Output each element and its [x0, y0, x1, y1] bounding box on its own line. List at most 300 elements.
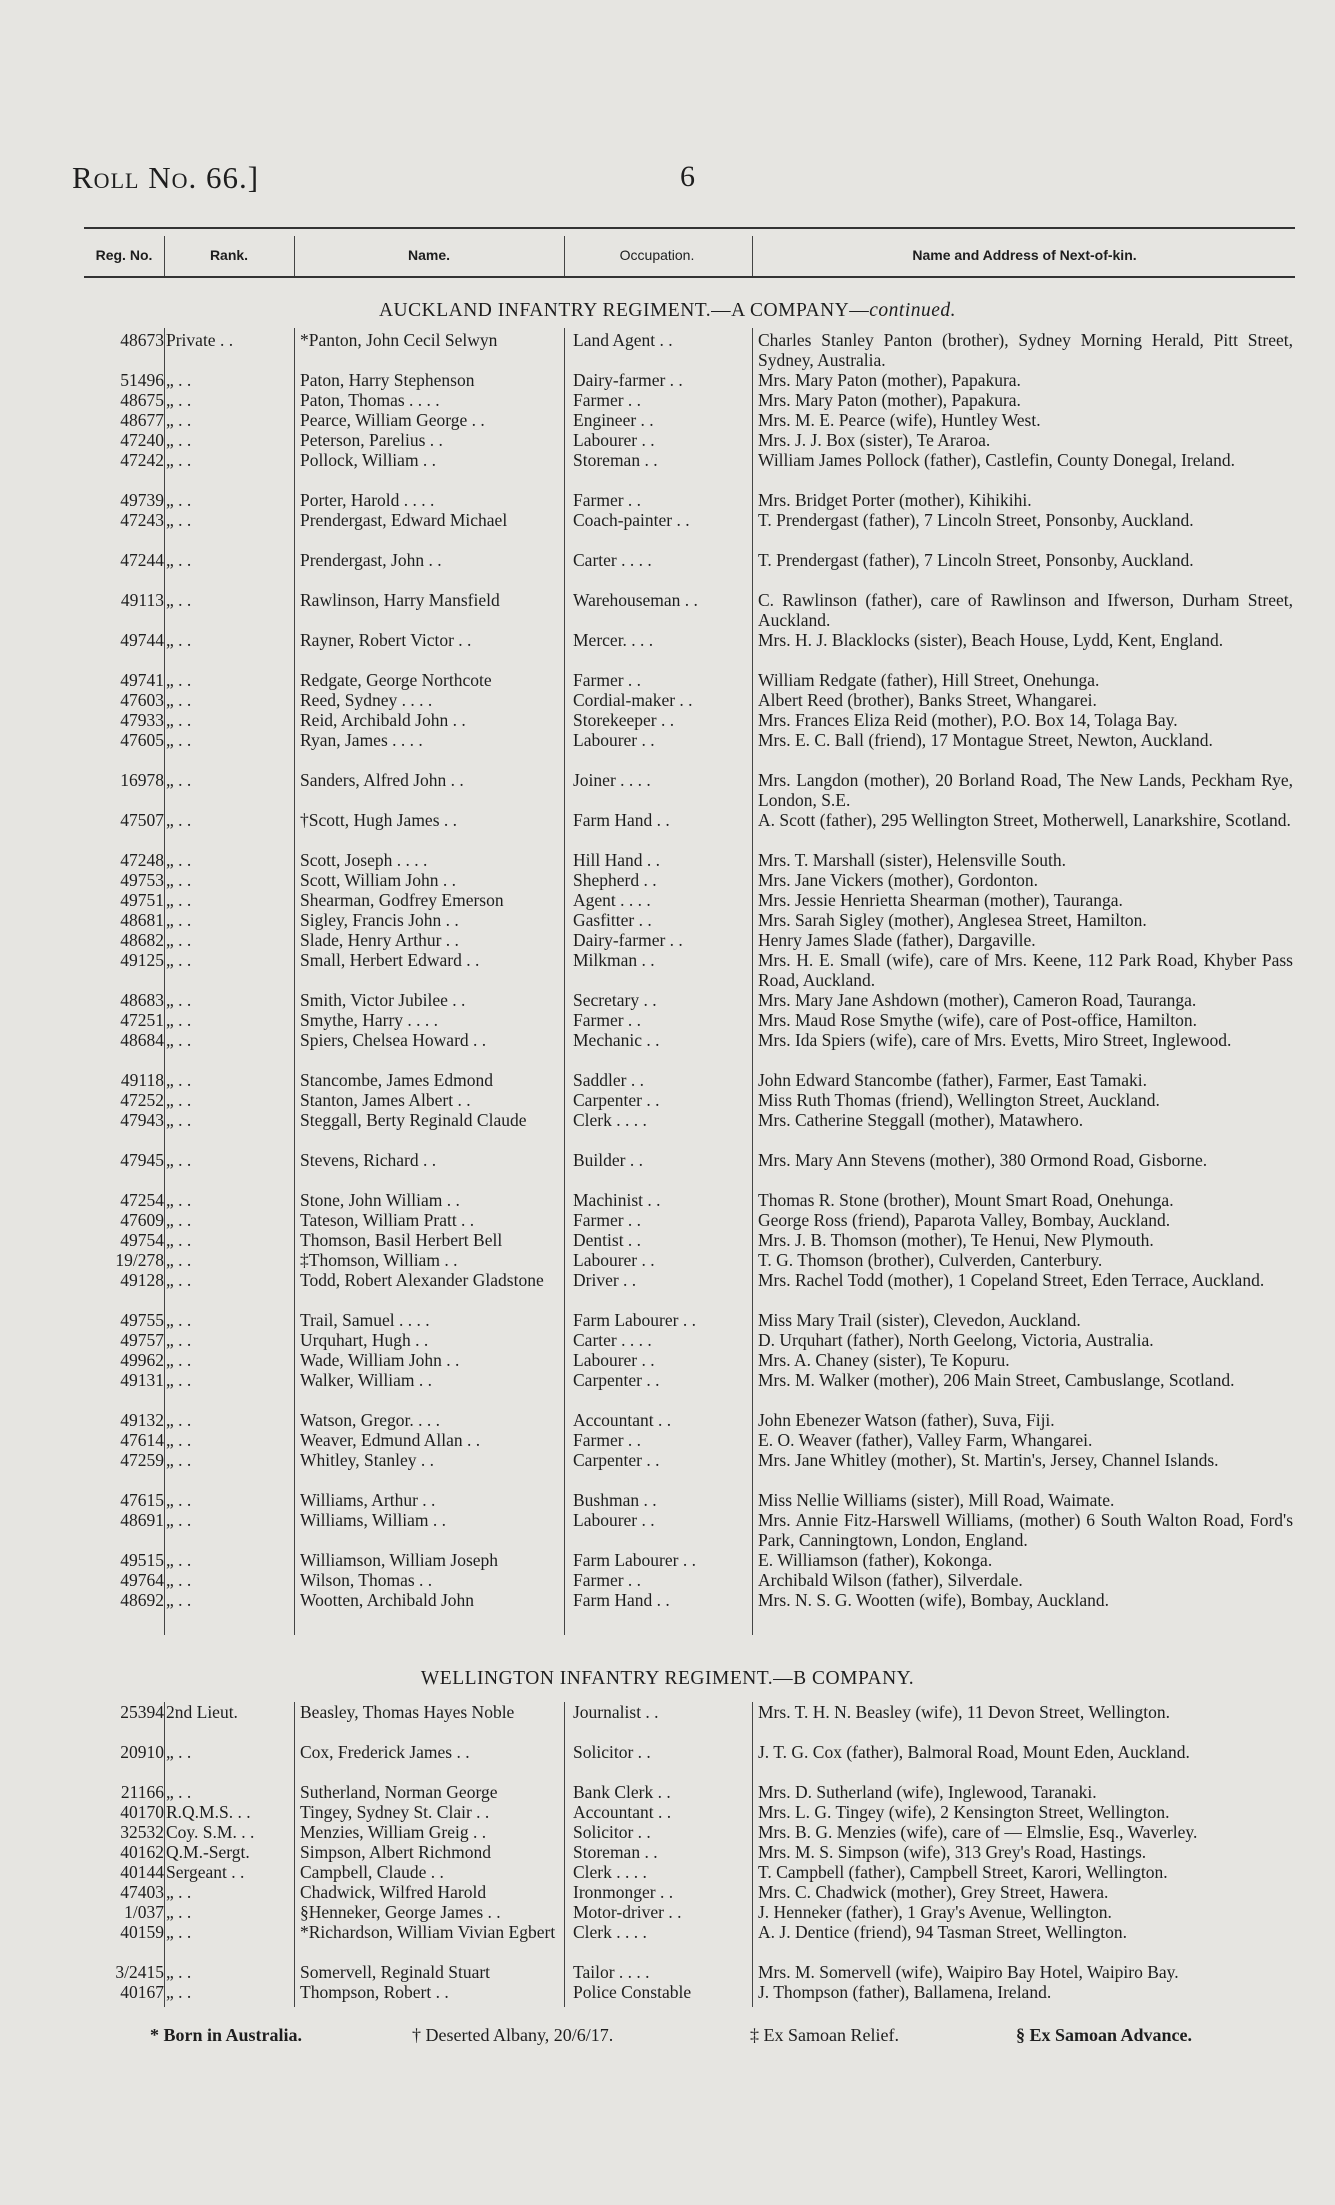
reg-no: 49757 — [120, 1330, 164, 1350]
soldier-name: †Scott, Hugh James . . — [300, 810, 458, 830]
soldier-name: Thomson, Basil Herbert Bell — [300, 1230, 503, 1250]
table-row — [0, 1842, 1335, 1862]
soldier-name: Spiers, Chelsea Howard . . — [300, 1030, 487, 1050]
occupation: Accountant . . — [573, 1802, 672, 1822]
occupation: Saddler . . — [573, 1070, 644, 1090]
reg-no: 49118 — [120, 1070, 164, 1090]
occupation: Secretary . . — [573, 990, 657, 1010]
next-of-kin: Mrs. Catherine Steggall (mother), Matawhero. — [758, 1110, 1084, 1130]
occupation: Gasfitter . . — [573, 910, 652, 930]
soldier-name: Prendergast, John . . — [300, 550, 442, 570]
next-of-kin: A. Scott (father), 295 Wellington Street, Motherwell, Lanarkshire, Scotland. — [758, 810, 1291, 830]
occupation: Journalist . . — [573, 1702, 659, 1722]
occupation: Bank Clerk . . — [573, 1782, 671, 1802]
reg-no: 49754 — [120, 1230, 164, 1250]
table-row — [0, 1430, 1335, 1450]
reg-no: 47603 — [120, 690, 164, 710]
rank: „ . . — [166, 1570, 192, 1590]
table-row — [0, 690, 1335, 710]
table-row — [0, 1370, 1335, 1410]
occupation: Warehouseman . . — [573, 590, 698, 610]
occupation: Coach-painter . . — [573, 510, 690, 530]
table-row — [0, 450, 1335, 490]
next-of-kin: D. Urquhart (father), North Geelong, Victoria, Australia. — [758, 1330, 1154, 1350]
reg-no: 49125 — [120, 950, 164, 970]
column-header-reg-no: Reg. No. — [95, 247, 153, 263]
rank: „ . . — [166, 1310, 192, 1330]
rank: „ . . — [166, 1210, 192, 1230]
occupation: Labourer . . — [573, 730, 655, 750]
soldier-name: Wade, William John . . — [300, 1350, 460, 1370]
soldier-name: Cox, Frederick James . . — [300, 1742, 470, 1762]
rank: „ . . — [166, 1590, 192, 1610]
occupation: Milkman . . — [573, 950, 655, 970]
next-of-kin: T. G. Thomson (brother), Culverden, Canterbury. — [758, 1250, 1103, 1270]
occupation: Ironmonger . . — [573, 1882, 674, 1902]
reg-no: 40144 — [120, 1862, 164, 1882]
reg-no: 47605 — [120, 730, 164, 750]
rank: „ . . — [166, 1882, 192, 1902]
reg-no: 49132 — [120, 1410, 164, 1430]
table-row — [0, 490, 1335, 510]
table-row — [0, 910, 1335, 930]
next-of-kin: Mrs. Mary Paton (mother), Papakura. — [758, 390, 1021, 410]
rank: „ . . — [166, 430, 192, 450]
next-of-kin: Mrs. B. G. Menzies (wife), care of — Elmslie, Esq., Waverley. — [758, 1822, 1198, 1842]
rank: „ . . — [166, 1550, 192, 1570]
rank: „ . . — [166, 990, 192, 1010]
rank: „ . . — [166, 1330, 192, 1350]
table-row — [0, 1150, 1335, 1190]
next-of-kin: Mrs. N. S. G. Wootten (wife), Bombay, Auckland. — [758, 1590, 1109, 1610]
next-of-kin: Mrs. M. Walker (mother), 206 Main Street, Cambuslange, Scotland. — [758, 1370, 1235, 1390]
footnote-born-australia: * Born in Australia. — [150, 2025, 303, 2045]
rank: „ . . — [166, 710, 192, 730]
section-title-continued: continued. — [869, 300, 957, 321]
occupation: Labourer . . — [573, 1350, 655, 1370]
reg-no: 21166 — [120, 1782, 164, 1802]
occupation: Mechanic . . — [573, 1030, 660, 1050]
rank: „ . . — [166, 910, 192, 930]
reg-no: 40159 — [120, 1922, 164, 1942]
occupation: Builder . . — [573, 1150, 643, 1170]
next-of-kin: John Edward Stancombe (father), Farmer, East Tamaki. — [758, 1070, 1147, 1090]
reg-no: 25394 — [120, 1702, 164, 1722]
rank: „ . . — [166, 390, 192, 410]
next-of-kin: Mrs. Jessie Henrietta Shearman (mother), Tauranga. — [758, 890, 1123, 910]
rank: „ . . — [166, 870, 192, 890]
table-row — [0, 850, 1335, 870]
reg-no: 47248 — [120, 850, 164, 870]
occupation: Accountant . . — [573, 1410, 672, 1430]
next-of-kin: Mrs. M. S. Simpson (wife), 313 Grey's Road, Hastings. — [758, 1842, 1147, 1862]
header-rule-top — [84, 227, 1295, 229]
soldier-name: Reed, Sydney . . . . — [300, 690, 433, 710]
soldier-name: Urquhart, Hugh . . — [300, 1330, 429, 1350]
table-row — [0, 1010, 1335, 1030]
rank: „ . . — [166, 490, 192, 510]
section-title-wellington — [0, 1668, 1335, 1690]
next-of-kin: Miss Mary Trail (sister), Clevedon, Auckland. — [758, 1310, 1081, 1330]
soldier-name: Campbell, Claude . . — [300, 1862, 444, 1882]
soldier-name: Porter, Harold . . . . — [300, 490, 435, 510]
table-row — [0, 1190, 1335, 1210]
table-row — [0, 1330, 1335, 1350]
occupation: Carter . . . . — [573, 1330, 652, 1350]
soldier-name: Wilson, Thomas . . — [300, 1570, 433, 1590]
table-row — [0, 430, 1335, 450]
next-of-kin: Miss Nellie Williams (sister), Mill Road, Waimate. — [758, 1490, 1115, 1510]
reg-no: 49764 — [120, 1570, 164, 1590]
rank: „ . . — [166, 950, 192, 970]
table-row — [0, 1802, 1335, 1822]
reg-no: 19/278 — [115, 1250, 164, 1270]
reg-no: 48675 — [120, 390, 164, 410]
soldier-name: Ryan, James . . . . — [300, 730, 423, 750]
table-row — [0, 1450, 1335, 1490]
section-title-auckland — [0, 300, 1335, 322]
occupation: Shepherd . . — [573, 870, 657, 890]
occupation: Motor-driver . . — [573, 1902, 682, 1922]
rank: „ . . — [166, 1150, 192, 1170]
rank: „ . . — [166, 1190, 192, 1210]
reg-no: 16978 — [120, 770, 164, 790]
rank: „ . . — [166, 1922, 192, 1942]
reg-no: 47507 — [120, 810, 164, 830]
rank: „ . . — [166, 1962, 192, 1982]
next-of-kin: Archibald Wilson (father), Silverdale. — [758, 1570, 1023, 1590]
table-row — [0, 510, 1335, 550]
soldier-name: Beasley, Thomas Hayes Noble — [300, 1702, 515, 1722]
reg-no: 49751 — [120, 890, 164, 910]
next-of-kin: Miss Ruth Thomas (friend), Wellington Street, Auckland. — [758, 1090, 1160, 1110]
soldier-name: Prendergast, Edward Michael — [300, 510, 508, 530]
footnote-samoan-advance: § Ex Samoan Advance. — [1016, 2025, 1193, 2045]
soldier-name: Rayner, Robert Victor . . — [300, 630, 472, 650]
rank: „ . . — [166, 1250, 192, 1270]
table-row — [0, 1782, 1335, 1802]
section-title-text: AUCKLAND INFANTRY REGIMENT.—A COMPANY— — [378, 300, 870, 321]
rank: „ . . — [166, 1090, 192, 1110]
reg-no: 47609 — [120, 1210, 164, 1230]
table-row — [0, 1270, 1335, 1310]
next-of-kin: A. J. Dentice (friend), 94 Tasman Street, Wellington. — [758, 1922, 1127, 1942]
rank: „ . . — [166, 670, 192, 690]
reg-no: 49113 — [120, 590, 164, 610]
soldier-name: Stevens, Richard . . — [300, 1150, 437, 1170]
table-row — [0, 1350, 1335, 1370]
next-of-kin: Charles Stanley Panton (brother), Sydney Morning Herald, Pitt Street, Sydney, Australia. — [758, 330, 1293, 370]
rank: „ . . — [166, 1742, 192, 1762]
reg-no: 47244 — [120, 550, 164, 570]
soldier-name: Stancombe, James Edmond — [300, 1070, 493, 1090]
soldier-name: Scott, Joseph . . . . — [300, 850, 428, 870]
rank: Private . . — [166, 330, 234, 350]
occupation: Dentist . . — [573, 1230, 642, 1250]
occupation: Labourer . . — [573, 1250, 655, 1270]
rank: „ . . — [166, 1370, 192, 1390]
soldier-name: Redgate, George Northcote — [300, 670, 492, 690]
next-of-kin: Mrs. Jane Whitley (mother), St. Martin's, Jersey, Channel Islands. — [758, 1450, 1219, 1470]
soldier-name: Chadwick, Wilfred Harold — [300, 1882, 487, 1902]
next-of-kin: Mrs. Mary Paton (mother), Papakura. — [758, 370, 1021, 390]
next-of-kin: T. Prendergast (father), 7 Lincoln Street, Ponsonby, Auckland. — [758, 510, 1194, 530]
rank: „ . . — [166, 450, 192, 470]
soldier-name: Scott, William John . . — [300, 870, 456, 890]
table-row — [0, 410, 1335, 430]
occupation: Farmer . . — [573, 1570, 642, 1590]
occupation: Tailor . . . . — [573, 1962, 650, 1982]
rank: R.Q.M.S. . . — [166, 1802, 251, 1822]
reg-no: 48691 — [120, 1510, 164, 1530]
column-divider — [164, 236, 165, 276]
soldier-name: Pollock, William . . — [300, 450, 437, 470]
rank: Coy. S.M. . . — [166, 1822, 255, 1842]
reg-no: 49515 — [120, 1550, 164, 1570]
occupation: Farmer . . — [573, 1210, 642, 1230]
rank: „ . . — [166, 1350, 192, 1370]
soldier-name: Paton, Thomas . . . . — [300, 390, 440, 410]
table-row — [0, 1230, 1335, 1250]
soldier-name: Sanders, Alfred John . . — [300, 770, 464, 790]
reg-no: 48684 — [120, 1030, 164, 1050]
rank: „ . . — [166, 810, 192, 830]
next-of-kin: Mrs. T. H. N. Beasley (wife), 11 Devon Street, Wellington. — [758, 1702, 1171, 1722]
table-row — [0, 1210, 1335, 1230]
occupation: Farmer . . — [573, 1010, 642, 1030]
reg-no: 47943 — [120, 1110, 164, 1130]
reg-no: 49753 — [120, 870, 164, 890]
soldier-name: ‡Thomson, William . . — [300, 1250, 458, 1270]
rank: „ . . — [166, 1410, 192, 1430]
table-row — [0, 1030, 1335, 1070]
occupation: Land Agent . . — [573, 330, 673, 350]
reg-no: 47243 — [120, 510, 164, 530]
occupation: Storeman . . — [573, 1842, 658, 1862]
wellington-rows — [0, 1702, 1335, 2002]
reg-no: 47259 — [120, 1450, 164, 1470]
soldier-name: Todd, Robert Alexander Gladstone — [300, 1270, 544, 1290]
reg-no: 47242 — [120, 450, 164, 470]
rank: „ . . — [166, 730, 192, 750]
table-row — [0, 550, 1335, 590]
next-of-kin: Mrs. D. Sutherland (wife), Inglewood, Taranaki. — [758, 1782, 1097, 1802]
occupation: Police Constable — [573, 1982, 692, 2002]
table-row — [0, 1490, 1335, 1510]
soldier-name: Walker, William . . — [300, 1370, 432, 1390]
soldier-name: Rawlinson, Harry Mansfield — [300, 590, 500, 610]
table-row — [0, 670, 1335, 690]
next-of-kin: George Ross (friend), Paparota Valley, Bombay, Auckland. — [758, 1210, 1171, 1230]
occupation: Farm Labourer . . — [573, 1550, 696, 1570]
soldier-name: Slade, Henry Arthur . . — [300, 930, 459, 950]
occupation: Carpenter . . — [573, 1450, 660, 1470]
section-title-text: WELLINGTON INFANTRY REGIMENT.—B COMPANY. — [420, 1668, 915, 1689]
next-of-kin: Mrs. C. Chadwick (mother), Grey Street, Hawera. — [758, 1882, 1109, 1902]
soldier-name: Wootten, Archibald John — [300, 1590, 475, 1610]
table-row — [0, 590, 1335, 630]
next-of-kin: Mrs. Mary Jane Ashdown (mother), Cameron Road, Tauranga. — [758, 990, 1197, 1010]
reg-no: 49744 — [120, 630, 164, 650]
occupation: Clerk . . . . — [573, 1110, 647, 1130]
next-of-kin: E. Williamson (father), Kokonga. — [758, 1550, 993, 1570]
column-header-name: Name. — [407, 247, 451, 263]
soldier-name: Thompson, Robert . . — [300, 1982, 449, 2002]
table-row — [0, 1962, 1335, 1982]
next-of-kin: E. O. Weaver (father), Valley Farm, Whangarei. — [758, 1430, 1093, 1450]
reg-no: 48673 — [120, 330, 164, 350]
rank: „ . . — [166, 1030, 192, 1050]
rank: „ . . — [166, 890, 192, 910]
soldier-name: Stanton, James Albert . . — [300, 1090, 471, 1110]
table-row — [0, 890, 1335, 910]
rank: Q.M.-Sergt. — [166, 1842, 250, 1862]
footnote-deserted: † Deserted Albany, 20/6/17. — [412, 2025, 614, 2045]
soldier-name: Weaver, Edmund Allan . . — [300, 1430, 481, 1450]
rank: „ . . — [166, 850, 192, 870]
rank: „ . . — [166, 690, 192, 710]
next-of-kin: Mrs. Bridget Porter (mother), Kihikihi. — [758, 490, 1032, 510]
table-row — [0, 1250, 1335, 1270]
reg-no: 49131 — [120, 1370, 164, 1390]
reg-no: 47614 — [120, 1430, 164, 1450]
rank: „ . . — [166, 1430, 192, 1450]
soldier-name: Whitley, Stanley . . — [300, 1450, 434, 1470]
table-row — [0, 1550, 1335, 1570]
table-row — [0, 810, 1335, 850]
table-row — [0, 630, 1335, 670]
rank: „ . . — [166, 630, 192, 650]
next-of-kin: Mrs. J. J. Box (sister), Te Araroa. — [758, 430, 991, 450]
reg-no: 47933 — [120, 710, 164, 730]
reg-no: 3/2415 — [115, 1962, 164, 1982]
occupation: Clerk . . . . — [573, 1862, 647, 1882]
next-of-kin: Mrs. Rachel Todd (mother), 1 Copeland Street, Eden Terrace, Auckland. — [758, 1270, 1265, 1290]
rank: „ . . — [166, 550, 192, 570]
soldier-name: Stone, John William . . — [300, 1190, 460, 1210]
soldier-name: Peterson, Parelius . . — [300, 430, 443, 450]
rank: „ . . — [166, 410, 192, 430]
soldier-name: Paton, Harry Stephenson — [300, 370, 475, 390]
next-of-kin: Mrs. L. G. Tingey (wife), 2 Kensington Street, Wellington. — [758, 1802, 1170, 1822]
occupation: Farmer . . — [573, 670, 642, 690]
occupation: Cordial-maker . . — [573, 690, 693, 710]
table-row — [0, 710, 1335, 730]
soldier-name: Menzies, William Greig . . — [300, 1822, 487, 1842]
occupation: Labourer . . — [573, 1510, 655, 1530]
table-row — [0, 1410, 1335, 1430]
occupation: Bushman . . — [573, 1490, 657, 1510]
table-row — [0, 1982, 1335, 2002]
rank: „ . . — [166, 1230, 192, 1250]
rank: „ . . — [166, 1510, 192, 1530]
table-row — [0, 370, 1335, 390]
next-of-kin: T. Campbell (father), Campbell Street, Karori, Wellington. — [758, 1862, 1168, 1882]
occupation: Solicitor . . — [573, 1822, 651, 1842]
table-row — [0, 1902, 1335, 1922]
table-row — [0, 1882, 1335, 1902]
reg-no: 48677 — [120, 410, 164, 430]
reg-no: 47254 — [120, 1190, 164, 1210]
next-of-kin: T. Prendergast (father), 7 Lincoln Street, Ponsonby, Auckland. — [758, 550, 1194, 570]
rank: „ . . — [166, 1070, 192, 1090]
reg-no: 49755 — [120, 1310, 164, 1330]
soldier-name: Trail, Samuel . . . . — [300, 1310, 430, 1330]
reg-no: 48683 — [120, 990, 164, 1010]
soldier-name: Smith, Victor Jubilee . . — [300, 990, 466, 1010]
reg-no: 1/037 — [124, 1902, 164, 1922]
occupation: Clerk . . . . — [573, 1922, 647, 1942]
next-of-kin: Mrs. H. E. Small (wife), care of Mrs. Keene, 112 Park Road, Khyber Pass Road, Auckland. — [758, 950, 1293, 990]
reg-no: 49128 — [120, 1270, 164, 1290]
next-of-kin: Mrs. Sarah Sigley (mother), Anglesea Street, Hamilton. — [758, 910, 1147, 930]
occupation: Carter . . . . — [573, 550, 652, 570]
soldier-name: Williams, William . . — [300, 1510, 447, 1530]
soldier-name: *Richardson, William Vivian Egbert — [300, 1922, 556, 1942]
next-of-kin: Henry James Slade (father), Dargaville. — [758, 930, 1036, 950]
table-row — [0, 930, 1335, 950]
soldier-name: Small, Herbert Edward . . — [300, 950, 480, 970]
header-rule-bottom — [84, 276, 1295, 278]
table-row — [0, 1922, 1335, 1962]
reg-no: 49962 — [120, 1350, 164, 1370]
rank: „ . . — [166, 1010, 192, 1030]
next-of-kin: John Ebenezer Watson (father), Suva, Fiji. — [758, 1410, 1055, 1430]
next-of-kin: Mrs. Langdon (mother), 20 Borland Road, The New Lands, Peckham Rye, London, S.E. — [758, 770, 1293, 810]
occupation: Solicitor . . — [573, 1742, 651, 1762]
table-row — [0, 1862, 1335, 1882]
reg-no: 47252 — [120, 1090, 164, 1110]
occupation: Machinist . . — [573, 1190, 661, 1210]
soldier-name: §Henneker, George James . . — [300, 1902, 501, 1922]
rank: „ . . — [166, 930, 192, 950]
next-of-kin: Mrs. Ida Spiers (wife), care of Mrs. Evetts, Miro Street, Inglewood. — [758, 1030, 1232, 1050]
reg-no: 49741 — [120, 670, 164, 690]
table-row — [0, 870, 1335, 890]
next-of-kin: William James Pollock (father), Castlefin, County Donegal, Ireland. — [758, 450, 1236, 470]
rank: 2nd Lieut. — [166, 1702, 238, 1722]
next-of-kin: Mrs. A. Chaney (sister), Te Kopuru. — [758, 1350, 1010, 1370]
column-header-next-of-kin: Name and Address of Next-of-kin. — [912, 247, 1137, 263]
table-row — [0, 1742, 1335, 1782]
occupation: Carpenter . . — [573, 1090, 660, 1110]
next-of-kin: Mrs. J. B. Thomson (mother), Te Henui, New Plymouth. — [758, 1230, 1154, 1250]
soldier-name: Pearce, William George . . — [300, 410, 485, 430]
table-row — [0, 1702, 1335, 1742]
reg-no: 48682 — [120, 930, 164, 950]
reg-no: 20910 — [120, 1742, 164, 1762]
soldier-name: Tingey, Sydney St. Clair . . — [300, 1802, 490, 1822]
reg-no: 40170 — [120, 1802, 164, 1822]
column-divider — [752, 236, 753, 276]
next-of-kin: Mrs. Annie Fitz-Harswell Williams, (mother) 6 South Walton Road, Ford's Park, Canningtown, London, England. — [758, 1510, 1293, 1550]
occupation: Mercer. . . . — [573, 630, 654, 650]
table-row — [0, 1570, 1335, 1590]
footnote-samoan-relief: ‡ Ex Samoan Relief. — [750, 2025, 899, 2045]
occupation: Farm Hand . . — [573, 810, 670, 830]
rank: „ . . — [166, 370, 192, 390]
table-row — [0, 390, 1335, 410]
next-of-kin: Mrs. M. Somervell (wife), Waipiro Bay Hotel, Waipiro Bay. — [758, 1962, 1179, 1982]
rank: „ . . — [166, 1782, 192, 1802]
rank: „ . . — [166, 1902, 192, 1922]
page-number: 6 — [680, 160, 695, 193]
rank: Sergeant . . — [166, 1862, 245, 1882]
rank: „ . . — [166, 770, 192, 790]
occupation: Farmer . . — [573, 1430, 642, 1450]
occupation: Dairy-farmer . . — [573, 370, 683, 390]
soldier-name: Watson, Gregor. . . . — [300, 1410, 441, 1430]
